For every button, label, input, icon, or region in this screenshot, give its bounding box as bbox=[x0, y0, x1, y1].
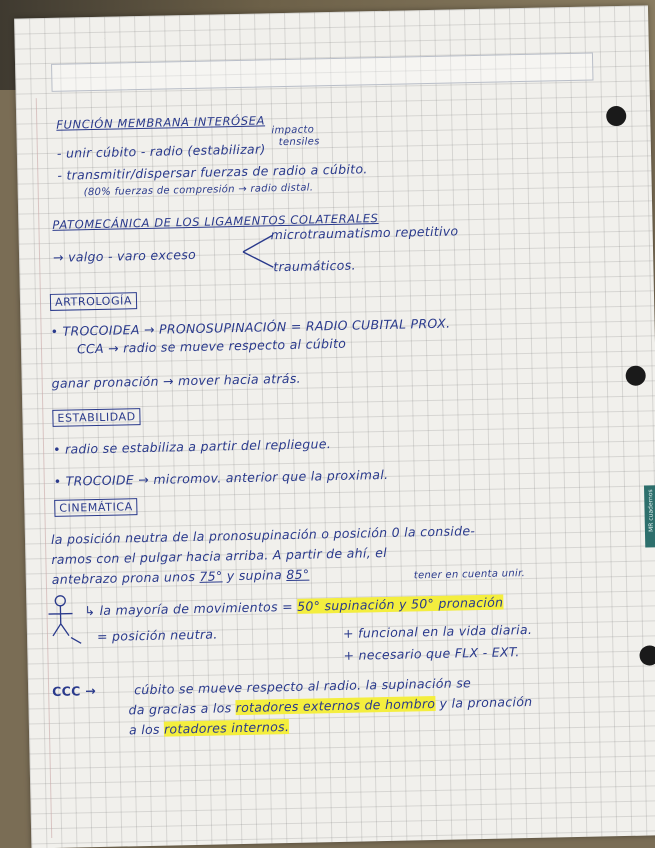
supination-degrees: 85° bbox=[286, 566, 310, 583]
highlight-range: 50° supinación y 50° pronación bbox=[297, 594, 504, 614]
branch-brace-icon bbox=[241, 231, 276, 272]
pronation-degrees: 75° bbox=[199, 568, 223, 584]
page-index-tab bbox=[644, 485, 655, 547]
section-title-patomecanica: PATOMECÁNICA DE LOS LIGAMENTOS COLATERALES bbox=[52, 211, 379, 232]
patomecanica-lead: → valgo - varo exceso bbox=[52, 246, 197, 265]
estabilidad-line-2: • TROCOIDE → micromov. anterior que la proximal. bbox=[53, 466, 389, 489]
section-title-cinematica: CINEMÁTICA bbox=[54, 498, 138, 517]
cinematica-line-1: la posición neutra de la pronosupinación o posición 0 la conside- bbox=[50, 523, 476, 547]
notebook-page bbox=[14, 5, 655, 848]
artrologia-line-2: CCA → radio se mueve respecto al cúbito bbox=[76, 335, 347, 357]
cinematica-line-6: + necesario que FLX - EXT. bbox=[343, 644, 520, 663]
page-header-box bbox=[51, 53, 593, 92]
margin-line bbox=[36, 98, 52, 838]
estabilidad-line-1: • radio se estabiliza a partir del repliegue. bbox=[52, 436, 332, 457]
ccc-label: CCC → bbox=[52, 683, 97, 699]
funcion-line-2: - transmitir/dispersar fuerzas de radio a cúbito. bbox=[57, 161, 368, 183]
cinematica-line-4: ↳ la mayoría de movimientos = 50° supinación y 50° pronación bbox=[84, 594, 504, 619]
tab-label: MR cuadernos bbox=[647, 489, 655, 532]
cinematica-note: tener en cuenta unir. bbox=[413, 568, 526, 582]
section-title-funcion: FUNCIÓN MEMBRANA INTERÓSEA bbox=[56, 113, 266, 132]
cinematica-line-3: antebrazo prona unos 75° y supina 85° bbox=[51, 566, 310, 587]
funcion-note-bottom: tensiles bbox=[278, 136, 320, 149]
cinematica-line-2: ramos con el pulgar hacia arriba. A partir de ahí, el bbox=[51, 544, 388, 567]
cinematica-line-5b: + funcional en la vida diaria. bbox=[342, 621, 533, 641]
highlight-external: rotadores externos de hombro bbox=[235, 695, 436, 716]
ccc-line-2: da gracias a los rotadores externos de hombro y la pronación bbox=[128, 693, 533, 718]
funcion-line-1: - unir cúbito - radio (estabilizar) bbox=[56, 141, 266, 161]
patomecanica-branch-top: microtraumatismo repetitivo bbox=[270, 223, 459, 243]
funcion-line-3: (80% fuerzas de compresión → radio distal. bbox=[83, 182, 314, 199]
funcion-note-top: impacto bbox=[271, 124, 315, 137]
patomecanica-branch-bottom: traumáticos. bbox=[273, 257, 356, 275]
ccc-line-3: a los rotadores internos. bbox=[128, 719, 290, 738]
stick-figure-icon bbox=[40, 593, 85, 650]
cinematica-line-5a: = posición neutra. bbox=[96, 626, 218, 645]
artrologia-line-3: ganar pronación → mover hacia atrás. bbox=[51, 370, 301, 391]
highlight-internal: rotadores internos. bbox=[163, 719, 290, 737]
artrologia-line-1: • TROCOIDEA → PRONOSUPINACIÓN = RADIO CUBITAL PROX. bbox=[50, 315, 451, 339]
ccc-line-1: cúbito se mueve respecto al radio. la supinación se bbox=[133, 675, 472, 698]
binder-hole-icon bbox=[606, 106, 626, 126]
section-title-artrologia: ARTROLOGÍA bbox=[50, 292, 137, 311]
binder-hole-icon bbox=[639, 645, 655, 665]
section-title-estabilidad: ESTABILIDAD bbox=[52, 408, 141, 427]
binder-hole-icon bbox=[625, 365, 645, 385]
